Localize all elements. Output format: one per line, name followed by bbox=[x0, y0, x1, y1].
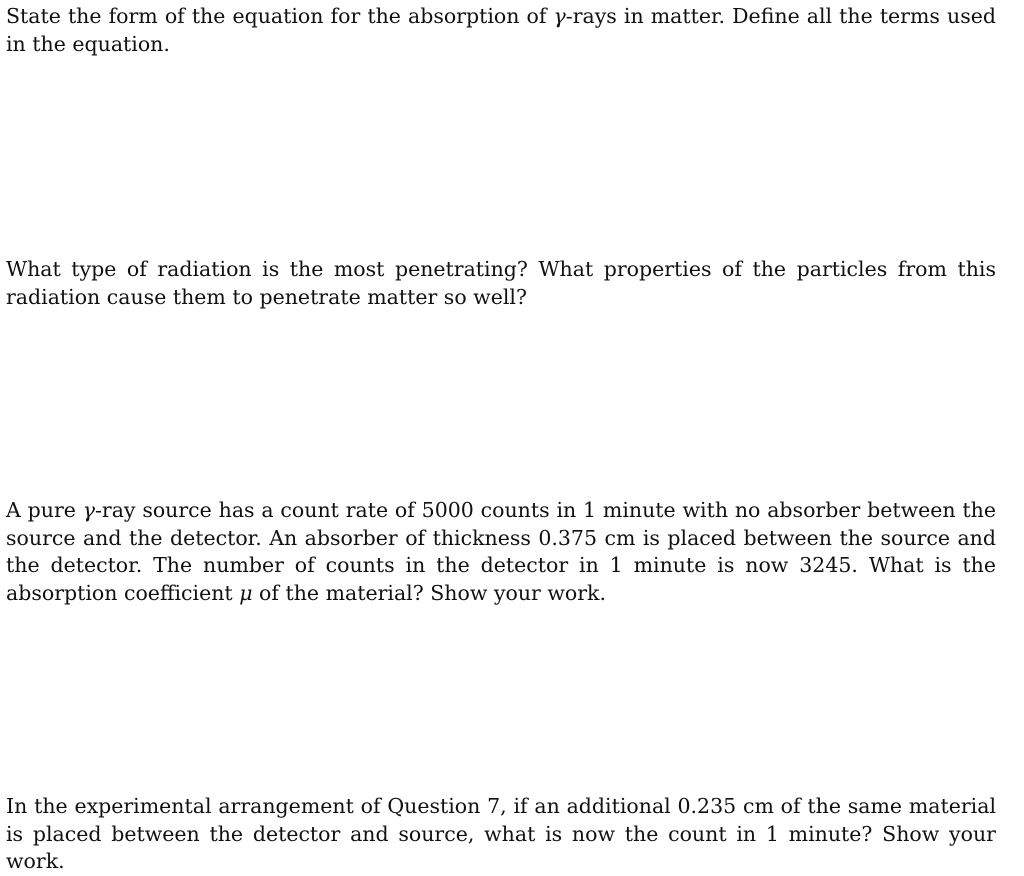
question-absorption-equation bbox=[6, 3, 996, 58]
question-text-segment: What type of radiation is the most penetrating? What properties of the particles from this radiation cause them to penetrate matter so well? bbox=[6, 257, 996, 309]
question-absorption-coefficient bbox=[6, 497, 996, 607]
question-text-segment: of the material? Show your work. bbox=[252, 580, 606, 605]
question-text-segment: State the form of the equation for the absorption of bbox=[6, 4, 554, 28]
gamma-symbol: γ bbox=[553, 4, 566, 28]
gamma-symbol: γ bbox=[82, 498, 95, 522]
question-penetrating-radiation bbox=[6, 256, 996, 311]
question-additional-absorber bbox=[6, 793, 996, 876]
question-text-segment: -rays in matter. Define all the terms used in the equation. bbox=[6, 4, 996, 56]
question-text-segment: -ray source has a count rate of 5000 counts in 1 minute with no absorber between the source and the detector. An absorber of thickness 0.375 cm is placed between the source and the detector. The number of counts in the detector in 1 minute is now 3245. What is the absorption coefficient bbox=[6, 498, 996, 605]
question-text-segment: A pure bbox=[6, 498, 83, 522]
question-text-segment: In the experimental arrangement of Question 7, if an additional 0.235 cm of the same material is placed between the detector and source, what is now the count in 1 minute? Show your work. bbox=[6, 794, 996, 873]
mu-symbol: μ bbox=[239, 580, 253, 605]
